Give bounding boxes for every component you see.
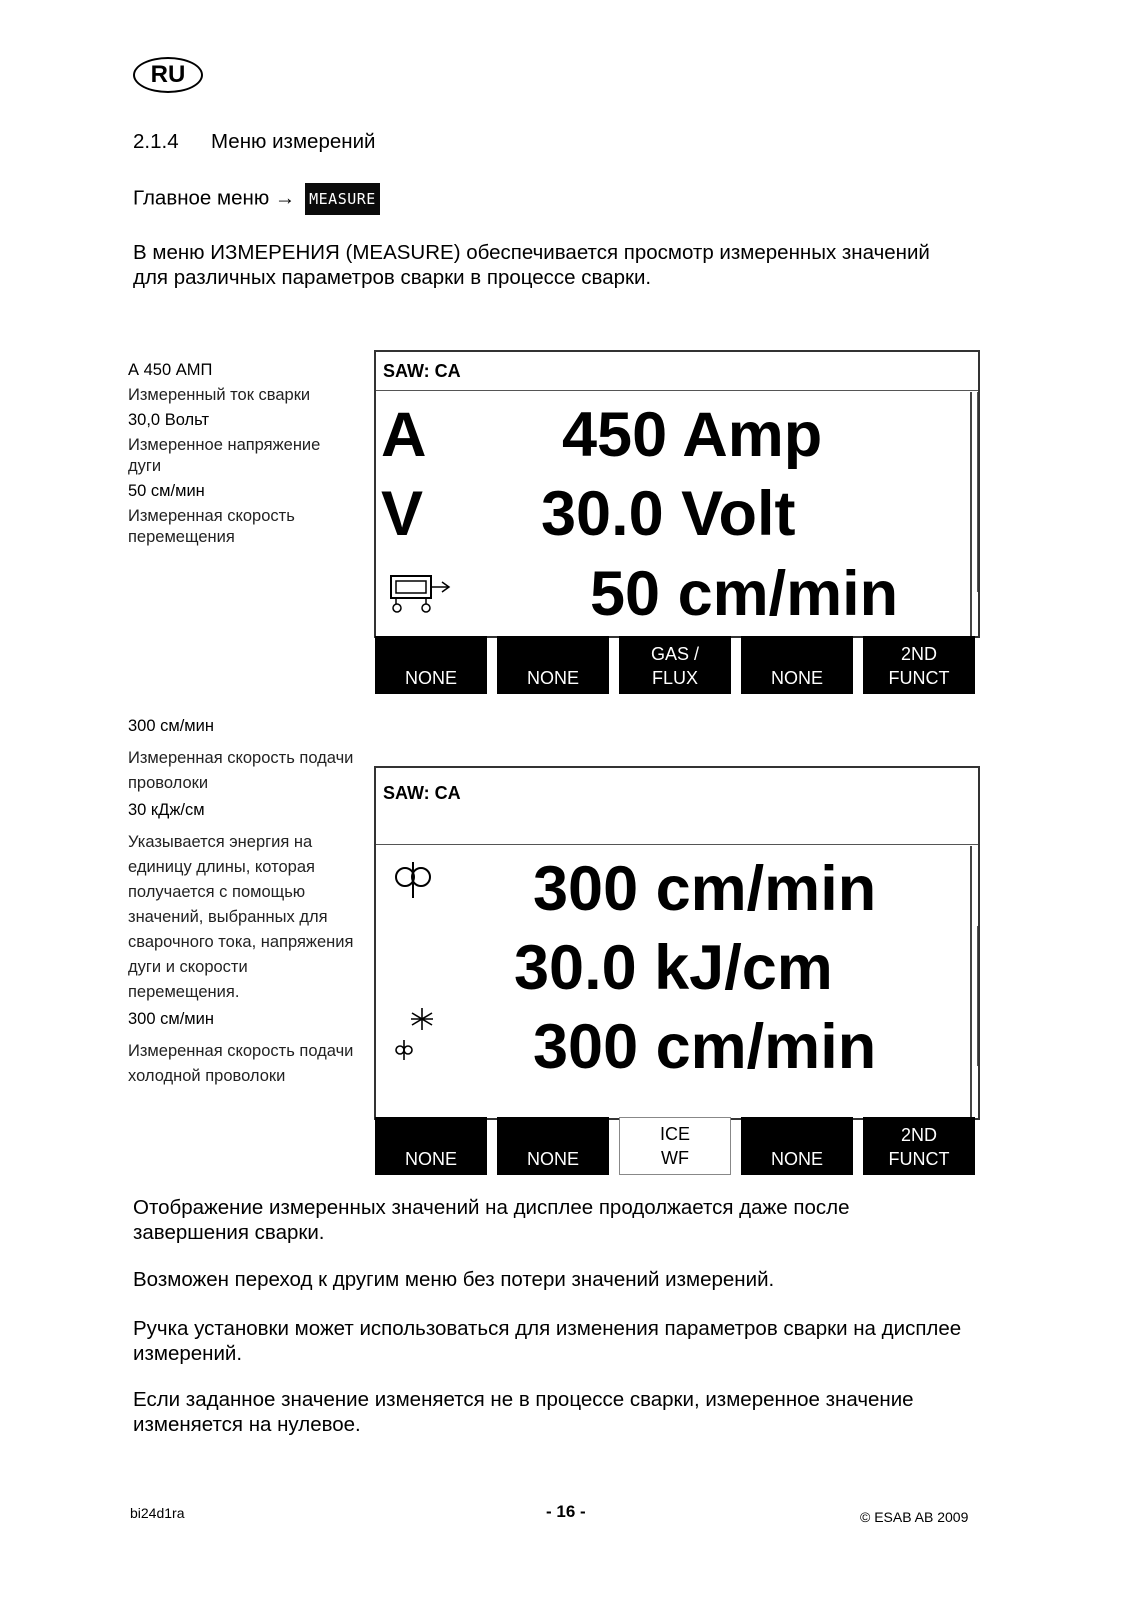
arrow-right-icon: →	[274, 186, 296, 210]
breadcrumb-main-menu: Главное меню	[133, 186, 270, 210]
display-scrollbar[interactable]	[971, 392, 978, 592]
display-header	[376, 352, 978, 391]
intro-paragraph: В меню ИЗМЕРЕНИЯ (MEASURE) обеспечивается просмотр измеренных значений для различных параметров сварки в процессе сварки.	[133, 241, 930, 289]
note-coldwire-desc: Измеренная скорость подачи холодной проволоки	[128, 1042, 354, 1085]
section-number: 2.1.4	[133, 130, 179, 153]
panel2-notes	[128, 716, 360, 1089]
softkey-gas-flux[interactable]	[619, 636, 731, 694]
softkey-label: FUNCT	[888, 668, 950, 688]
display-scrollbar[interactable]	[971, 926, 978, 1066]
softkey-label: FLUX	[651, 668, 698, 688]
softkey-label-top: GAS /	[650, 644, 699, 664]
softkey-2[interactable]	[497, 1117, 609, 1175]
note-voltage-desc: Измеренное напряжение дуги	[128, 436, 321, 475]
measure-display-2	[374, 766, 980, 1120]
row-voltage-label: V	[381, 479, 424, 549]
row-current-label: A	[381, 400, 427, 470]
note-travel-desc: Измеренная скорость перемещения	[128, 507, 295, 546]
section-title: Меню измерений	[211, 130, 376, 153]
softkey-label: NONE	[526, 668, 579, 688]
display-header	[376, 768, 978, 845]
footer-doc-code: bi24d1ra	[130, 1505, 185, 1521]
wire-feed-icon	[390, 860, 436, 905]
note-voltage-value: 30,0 Вольт	[128, 411, 210, 429]
softkey-label: NONE	[526, 1149, 579, 1169]
note-energy-desc: Указывается энергия на единицу длины, которая получается с помощью значений, выбранных для сварочного тока, напряжения дуги и скорости перемещения.	[128, 833, 354, 1001]
footer-copyright: © ESAB AB 2009	[860, 1509, 969, 1525]
note-wirefeed-value: 300 см/мин	[128, 717, 214, 735]
softkey-label-top: ICE	[659, 1124, 690, 1144]
row-current-value: 450 Amp	[562, 400, 823, 470]
measure-display-1	[374, 350, 980, 638]
language-badge: RU	[133, 57, 203, 93]
paragraph-1: Отображение измеренных значений на дисплее продолжается даже после завершения сварки.	[133, 1196, 850, 1244]
softkey-label: FUNCT	[888, 1149, 950, 1169]
note-energy-value: 30 кДж/см	[128, 801, 205, 819]
measure-menu-button[interactable]: MEASURE	[305, 183, 380, 215]
softkey-ice-wf[interactable]	[619, 1117, 731, 1175]
cold-wire-feed-icon	[390, 1006, 440, 1067]
softkey-4[interactable]	[741, 1117, 853, 1175]
softkey-label-top: 2ND	[900, 1125, 937, 1145]
note-coldwire-value: 300 см/мин	[128, 1010, 214, 1028]
paragraph-3: Ручка установки может использоваться для изменения параметров сварки на дисплее измерений.	[133, 1317, 962, 1365]
row-voltage-value: 30.0 Volt	[541, 479, 796, 549]
softkey-label-top: 2ND	[900, 644, 937, 664]
row-coldwire-value: 300 cm/min	[533, 1012, 877, 1082]
softkey-label: NONE	[770, 668, 823, 688]
footer-page-number: - 16 -	[546, 1502, 586, 1521]
display-divider	[970, 846, 972, 1118]
display-divider	[970, 392, 972, 636]
note-travel-value: 50 см/мин	[128, 482, 205, 500]
display-title: SAW: CA	[383, 783, 461, 803]
softkey-bar-1	[375, 636, 975, 694]
softkey-1[interactable]	[375, 1117, 487, 1175]
softkey-label: WF	[661, 1148, 689, 1168]
display-title: SAW: CA	[383, 361, 461, 381]
note-wirefeed-desc: Измеренная скорость подачи проволоки	[128, 749, 354, 792]
row-wirefeed-value: 300 cm/min	[533, 854, 877, 924]
paragraph-2: Возможен переход к другим меню без потери значений измерений.	[133, 1268, 775, 1291]
note-current-value: А 450 АМП	[128, 361, 213, 379]
paragraph-4: Если заданное значение изменяется не в процессе сварки, измеренное значение изменяется на нулевое.	[133, 1388, 914, 1436]
softkey-2[interactable]	[497, 636, 609, 694]
panel1-notes	[128, 360, 358, 548]
breadcrumb	[133, 183, 380, 215]
softkey-label: NONE	[770, 1149, 823, 1169]
softkey-label: NONE	[404, 668, 457, 688]
softkey-2nd-funct[interactable]	[863, 636, 975, 694]
softkey-label: NONE	[404, 1149, 457, 1169]
softkey-1[interactable]	[375, 636, 487, 694]
travel-carriage-icon	[388, 572, 454, 621]
softkey-2nd-funct[interactable]	[863, 1117, 975, 1175]
softkey-4[interactable]	[741, 636, 853, 694]
note-current-desc: Измеренный ток сварки	[128, 386, 311, 404]
row-travel-value: 50 cm/min	[590, 559, 899, 629]
softkey-bar-2	[375, 1117, 975, 1175]
row-energy-value: 30.0 kJ/cm	[514, 933, 833, 1003]
